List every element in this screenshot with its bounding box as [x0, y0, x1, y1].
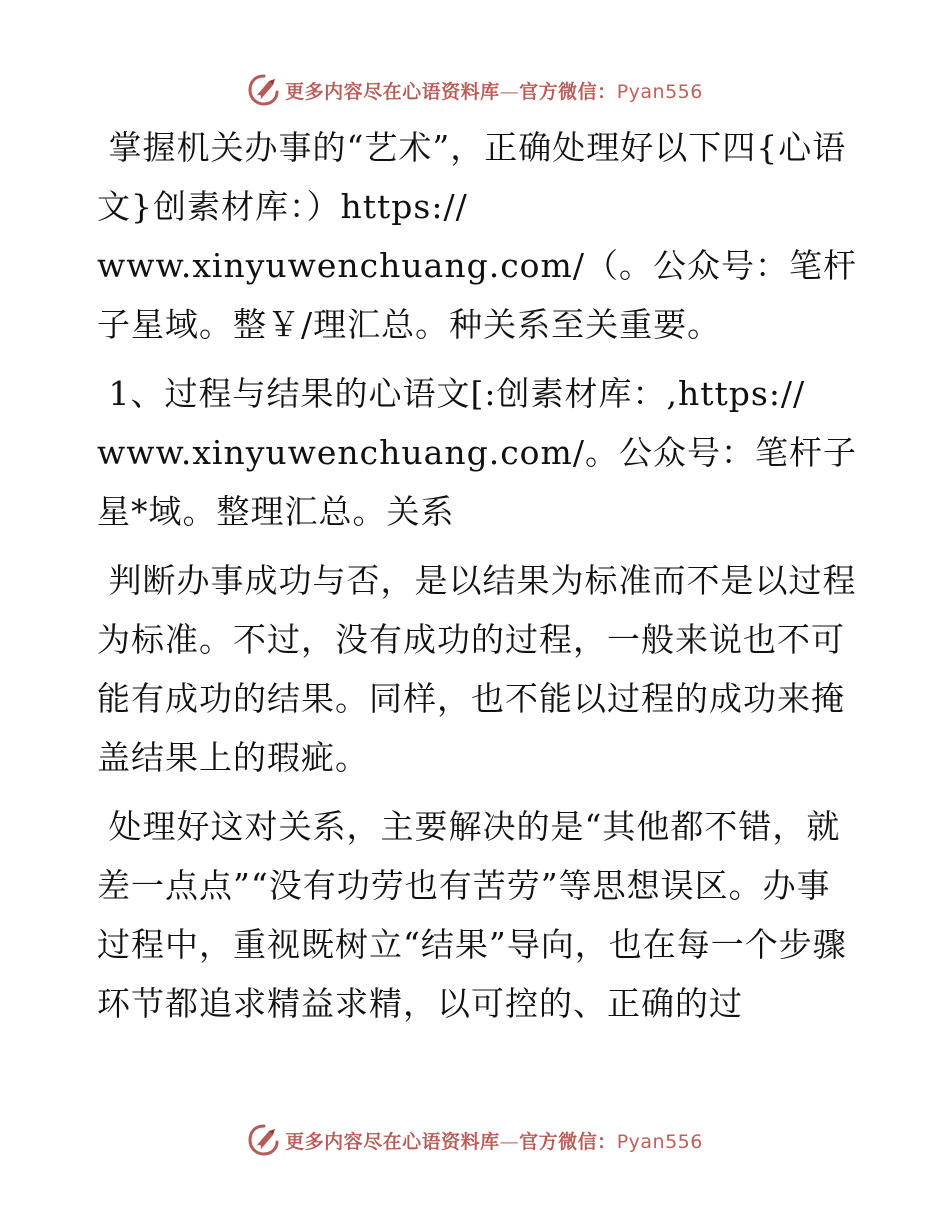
footer-banner	[0, 1120, 950, 1160]
document-body	[97, 118, 857, 1033]
paragraph-2: 1、过程与结果的心语文[:创素材库：,https:// www.xinyuwenchuang.com/。公众号：笔杆子星*域。整理汇总。关系	[97, 374, 857, 531]
footer-wechat-handle: Pyan556	[616, 1130, 703, 1153]
header-promo-text: 更多内容尽在心语资料库	[285, 80, 500, 103]
paragraph-1: 掌握机关办事的“艺术”，正确处理好以下四{心语文}创素材库：）https:// www.xinyuwenchuang.com/（。公众号：笔杆子星域。整￥/理汇总。种关系至关重要。	[97, 128, 857, 344]
header-wechat-handle: Pyan556	[616, 80, 703, 103]
header-wechat-label: 官方微信：	[519, 80, 617, 103]
pen-nib-swirl-icon	[247, 73, 281, 107]
paragraph-4: 处理好这对关系，主要解决的是“其他都不错，就差一点点”“没有功劳也有苦劳”等思想误区。办事过程中，重视既树立“结果”导向，也在每一个步骤环节都追求精益求精，以可控的、正确的过	[97, 807, 847, 1023]
footer-promo-text: 更多内容尽在心语资料库	[285, 1130, 500, 1153]
paragraph-3: 判断办事成功与否，是以结果为标准而不是以过程为标准。不过，没有成功的过程，一般来说也不可能有成功的结果。同样，也不能以过程的成功来掩盖结果上的瑕疵。	[97, 561, 857, 777]
pen-nib-swirl-icon	[247, 1123, 281, 1157]
footer-promo	[285, 1127, 703, 1154]
header-separator: —	[499, 80, 520, 103]
header-banner	[0, 70, 950, 110]
footer-wechat-label: 官方微信：	[519, 1130, 617, 1153]
header-promo	[285, 77, 703, 104]
footer-separator: —	[499, 1130, 520, 1153]
